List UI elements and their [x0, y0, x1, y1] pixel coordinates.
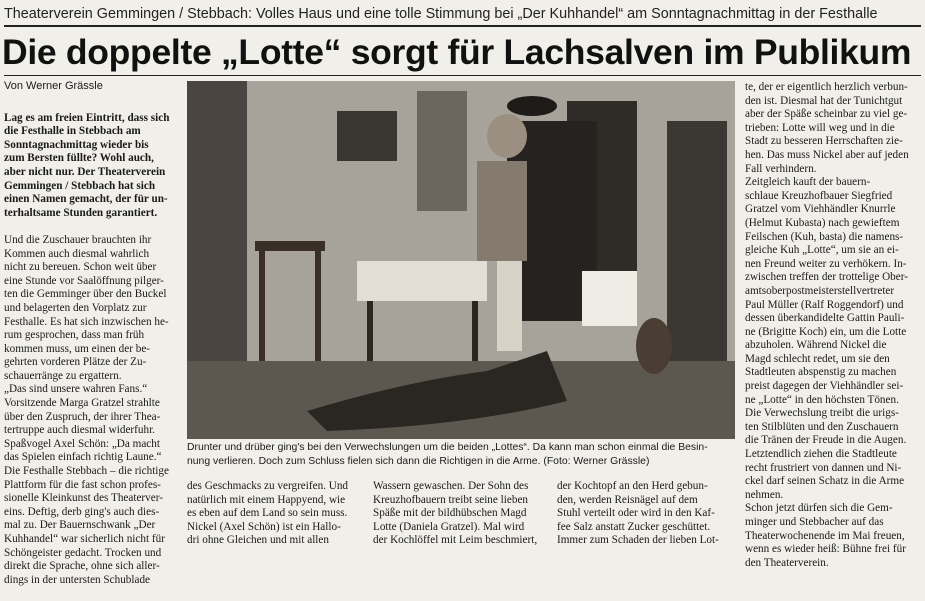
column-2: des Geschmacks zu vergreifen. Und natürlich mit einem Happyend, wie es eben auf dem Land so sein muss. Nickel (Axel Schön) ist ein Hallo- dri ohne Gleichen und mit allen [187, 480, 349, 547]
stage-scene-illustration [187, 81, 735, 439]
article-byline: Von Werner Grässle [4, 80, 103, 92]
headline-rule [4, 75, 921, 76]
photo-caption [187, 441, 735, 471]
article-lead: Lag es am freien Eintritt, dass sich die Festhalle in Stebbach am Sonntagnachmittag wieder bis zum Bersten füllte? Wohl auch, aber nicht nur. Der Theaterverein Gemmingen / Stebbach hat sich einen Namen gemacht, der für un- terhaltsame Stunden garantiert. [4, 111, 170, 219]
column-4: der Kochtopf an den Herd gebun- den, werden Reisnägel auf dem Stuhl verteilt oder wird in den Kaf- fee Salz anstatt Zucker geschüttet. Immer zum Schaden der lieben Lot- [557, 480, 719, 547]
kicker-rule [4, 25, 921, 27]
column-left-text: Und die Zuschauer brauchten ihr Kommen auch diesmal wahrlich nicht zu bereuen. Schon weit über eine Stunde vor Saalöffnung pilger- ten die Gemminger über den Buckel und belagerten den Vorplatz zur Festhalle. Es hat sich inzwischen he- rum gesprochen, dass man früh kommen muss, um einen der be- gehrten vorderen Plätze der Zu- schauerränge zu ergattern. „Das sind unsere wahren Fans.“ Vorsitzende Marga Gratzel strahlte über den Zuspruch, der ihrer Thea- tertruppe auch diesmal widerfuhr. Spaßvogel Axel Schön: „Da macht das Spielen einfach richtig Laune.“ Die Festhalle Stebbach – die richtige Plattform für die fast schon profes- sionelle Kleinkunst des Theaterver- eins. Deftig, derb ging's auch dies- mal zu. Der Bauernschwank „Der Kuhhandel“ war sicherlich nicht für Schöngeister gedacht. Trocken und direkt die Sprache, ohne sich aller- dings in der untersten Schublade [4, 233, 169, 586]
column-left [4, 98, 182, 586]
column-3: Wassern gewaschen. Der Sohn des Kreuzhofbauern treibt seine lieben Späße mit der bildhübschen Magd Lotte (Daniela Gratzel). Mal wird der Kochlöffel mit Leim beschmiert, [373, 480, 538, 547]
article-kicker: Theaterverein Gemmingen / Stebbach: Volles Haus und eine tolle Stimmung bei „Der Kuhhandel“ am Sonntagnachmittag in der Festhalle [4, 6, 878, 22]
photo-caption-line-2: nung verlieren. Doch zum Schluss fielen sich dann die Richtigen in die Arme. (Foto: Werner Grässle) [187, 455, 650, 467]
column-right: te, der er eigentlich herzlich verbun- den ist. Diesmal hat der Tunichtgut aber der Späße scheinbar zu viel ge- trieben: Lotte will weg und in die Stadt zu besseren Herrschaften zie- hen. Das muss Nickel aber auf jeden Fall verhindern. Zeitgleich kauft der bauern- schlaue Kreuzhofbauer Siegfried Gratzel vom Viehhändler Knurrle (Helmut Kubasta) nach gewieftem Feilschen (Kuh, basta) die namens- gleiche Kuh „Lotte“, um sie an ei- nen Freund weiter zu verhökern. In- zwischen treffen der trottelige Ober- amtsoberpostmeisterstellvertreter Paul Müller (Ralf Roggendorf) und dessen überkandidelte Gattin Pauli- ne (Brigitte Koch) ein, um die Lotte abzuholen. Während Nickel die Magd schlecht redet, um sie den Stadtleuten abspenstig zu machen preist dagegen der Viehhändler sei- ne „Lotte“ in den höchsten Tönen. Die Verwechslung treibt die urigs- ten Stilblüten und den Zuschauern die Tränen der Freude in die Augen. Letztendlich ziehen die Stadtleute recht frustriert von dannen und Ni- ckel darf seinen Schatz in die Arme nehmen. Schon jetzt dürfen sich die Gem- minger und Stebbacher auf das Theaterwochenende im Mai freuen, wenn es wieder heiß: Bühne frei für den Theaterverein. [745, 81, 909, 569]
article-headline: Die doppelte „Lotte“ sorgt für Lachsalven im Publikum [2, 32, 912, 72]
stage-scene-photo [187, 81, 735, 439]
photo-caption-line-1: Drunter und drüber ging's bei den Verwechslungen um die beiden „Lottes“. Da kann man schon einmal die Besin- [187, 442, 708, 453]
